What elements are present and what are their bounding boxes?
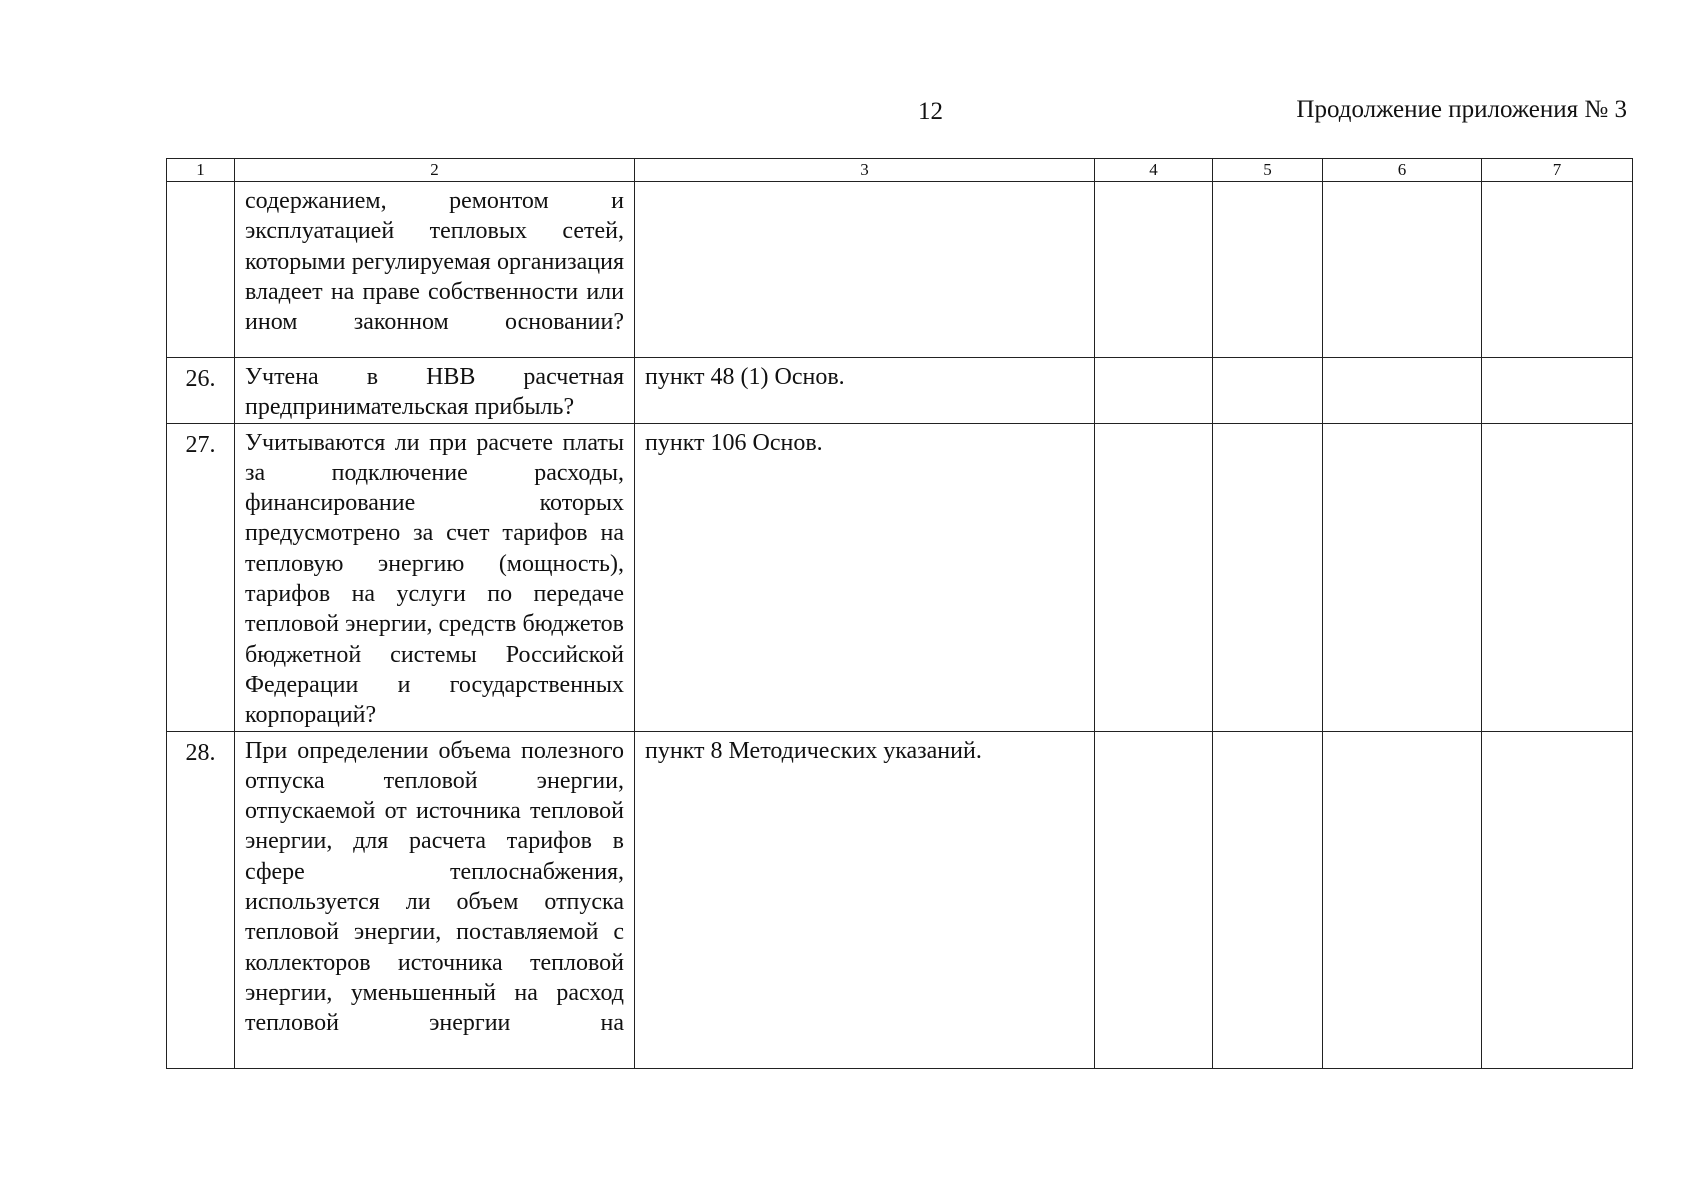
column-header: 6 <box>1323 159 1482 182</box>
empty-cell <box>1213 358 1323 424</box>
column-header: 4 <box>1095 159 1213 182</box>
requirements-table <box>166 158 1633 1069</box>
empty-cell <box>1095 358 1213 424</box>
question-text: содержанием, ремонтом и эксплуатацией тепловых сетей, которыми регулируемая организация владеет на праве собственности или ином законном основании? <box>235 182 635 358</box>
question-text: Учтена в НВВ расчетная предпринимательская прибыль? <box>235 358 635 424</box>
column-header: 5 <box>1213 159 1323 182</box>
empty-cell <box>1482 423 1633 731</box>
table-row <box>167 731 1633 1068</box>
empty-cell <box>1323 423 1482 731</box>
empty-cell <box>1323 358 1482 424</box>
empty-cell <box>1095 731 1213 1068</box>
column-header: 1 <box>167 159 235 182</box>
row-number <box>167 182 235 358</box>
table-row <box>167 358 1633 424</box>
empty-cell <box>1323 731 1482 1068</box>
empty-cell <box>1095 423 1213 731</box>
empty-cell <box>1482 358 1633 424</box>
column-header: 7 <box>1482 159 1633 182</box>
legal-reference: пункт 48 (1) Основ. <box>635 358 1095 424</box>
column-number-row <box>167 159 1633 182</box>
appendix-title: Продолжение приложения № 3 <box>1296 96 1627 123</box>
row-number: 27. <box>167 423 235 731</box>
empty-cell <box>1482 182 1633 358</box>
table-row <box>167 182 1633 358</box>
empty-cell <box>1213 423 1323 731</box>
row-number: 28. <box>167 731 235 1068</box>
question-text: Учитываются ли при расчете платы за подключение расходы, финансирование которых предусмотрено за счет тарифов на тепловую энергию (мощность), тарифов на услуги по передаче тепловой энергии, средств бюджетов бюджетной системы Российской Федерации и государственных корпораций? <box>235 423 635 731</box>
question-text: При определении объема полезного отпуска тепловой энергии, отпускаемой от источника тепловой энергии, для расчета тарифов в сфере теплоснабжения, используется ли объем отпуска тепловой энергии, поставляемой с коллекторов источника тепловой энергии, уменьшенный на расход тепловой энергии на <box>235 731 635 1068</box>
row-number: 26. <box>167 358 235 424</box>
legal-reference: пункт 8 Методических указаний. <box>635 731 1095 1068</box>
empty-cell <box>1095 182 1213 358</box>
legal-reference <box>635 182 1095 358</box>
table-row <box>167 423 1633 731</box>
empty-cell <box>1213 731 1323 1068</box>
empty-cell <box>1323 182 1482 358</box>
page-number: 12 <box>918 98 943 125</box>
column-header: 2 <box>235 159 635 182</box>
legal-reference: пункт 106 Основ. <box>635 423 1095 731</box>
column-header: 3 <box>635 159 1095 182</box>
empty-cell <box>1482 731 1633 1068</box>
empty-cell <box>1213 182 1323 358</box>
